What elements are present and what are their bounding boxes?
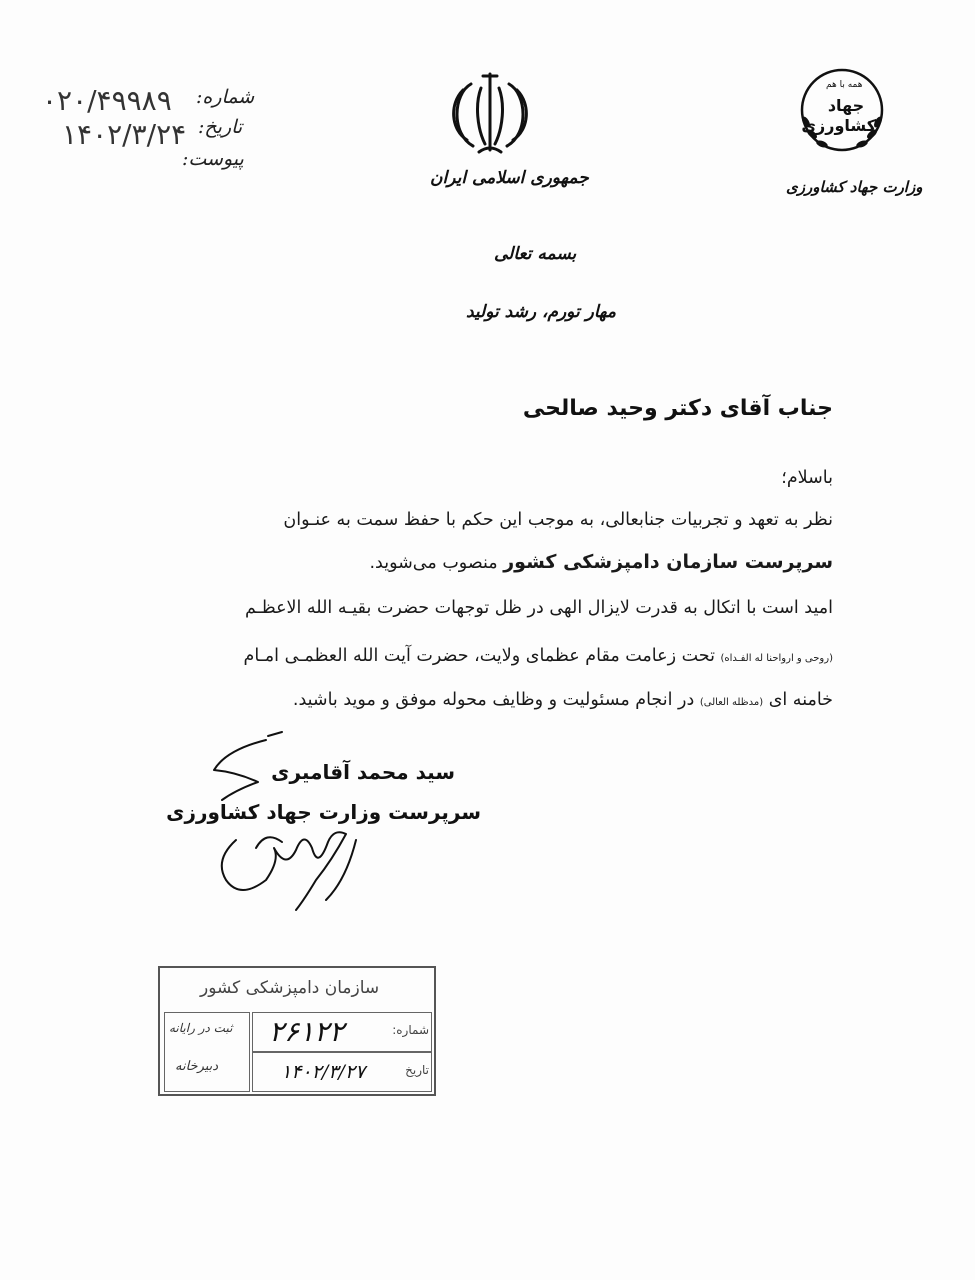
iran-emblem-icon <box>441 64 539 164</box>
signatory-name: سید محمد آقامیری <box>271 760 455 784</box>
stamp-date-value: ۱۴۰۲/۳/۲۷ <box>281 1061 366 1083</box>
letter-number-label: شماره: <box>196 86 255 108</box>
letter-date-label: تاریخ: <box>198 116 243 138</box>
body-line-5 <box>293 688 833 715</box>
stamp-date-label: تاریخ <box>405 1063 429 1077</box>
ministry-caption: وزارت جهاد کشاورزی <box>786 178 923 196</box>
stamp-side-cell <box>164 1012 250 1092</box>
signature-icon <box>196 730 366 930</box>
appointment-rest: منصوب می‌شوید. <box>369 553 504 573</box>
letter-number-value: ۰۲۰/۴۹۹۸۹ <box>42 84 172 117</box>
stamp-number-value: ۲۶۱۲۲ <box>269 1015 345 1048</box>
honorific-1: (روحی و ارواحنا له الفـداه) <box>720 653 833 664</box>
honorific-2: (مدظله العالی) <box>699 697 764 708</box>
stamp-org: سازمان دامپزشکی کشور <box>200 978 380 998</box>
invocation-text: بسمه تعالی <box>494 244 577 264</box>
appointment-position: سرپرست سازمان دامپزشکی کشور <box>503 551 833 573</box>
stamp-registered: ثبت در رایانه <box>169 1021 233 1035</box>
body-line-5-text: در انجام مسئولیت و وظایف محوله موفق و موید باشید. <box>292 690 700 710</box>
registration-stamp <box>158 966 436 1096</box>
handwritten-signature <box>196 730 366 930</box>
ministry-logo-text: جهاد کشاورزی <box>801 96 876 135</box>
stamp-number-cell <box>252 1012 432 1052</box>
ministry-logo-top: همه با هم <box>826 80 863 90</box>
body-line-5-start: خامنه ای <box>763 690 833 710</box>
body-line-4-text: تحت زعامت مقام عظمای ولایت، حضرت آیت الله العظمـی امـام <box>243 646 721 666</box>
greeting: باسلام؛ <box>781 468 833 488</box>
slogan-text: مهار تورم، رشد تولید <box>466 302 616 322</box>
stamp-date-cell <box>252 1052 432 1092</box>
signatory-title: سرپرست وزارت جهاد کشاورزی <box>166 800 481 824</box>
iran-emblem <box>441 64 539 164</box>
emblem-caption: جمهوری اسلامی ایران <box>430 168 589 188</box>
body-line-1: نظر به تعهد و تجربیات جنابعالی، به موجب این حکم با حفظ سمت به عنـوان <box>283 510 833 530</box>
stamp-number-label: شماره: <box>392 1023 429 1037</box>
addressee: جناب آقای دکتر وحید صالحی <box>522 396 833 421</box>
stamp-secretariat: دبیرخانه <box>175 1059 219 1074</box>
attachment-label: پیوست: <box>182 148 244 170</box>
body-line-2 <box>369 550 833 575</box>
letter-date-value: ۱۴۰۲/۳/۲۴ <box>62 118 187 151</box>
body-line-3: امید است با اتکال به قدرت لایزال الهی در ظل توجهات حضرت بقیـه الله الاعظـم <box>244 598 833 618</box>
body-line-4 <box>244 644 833 671</box>
